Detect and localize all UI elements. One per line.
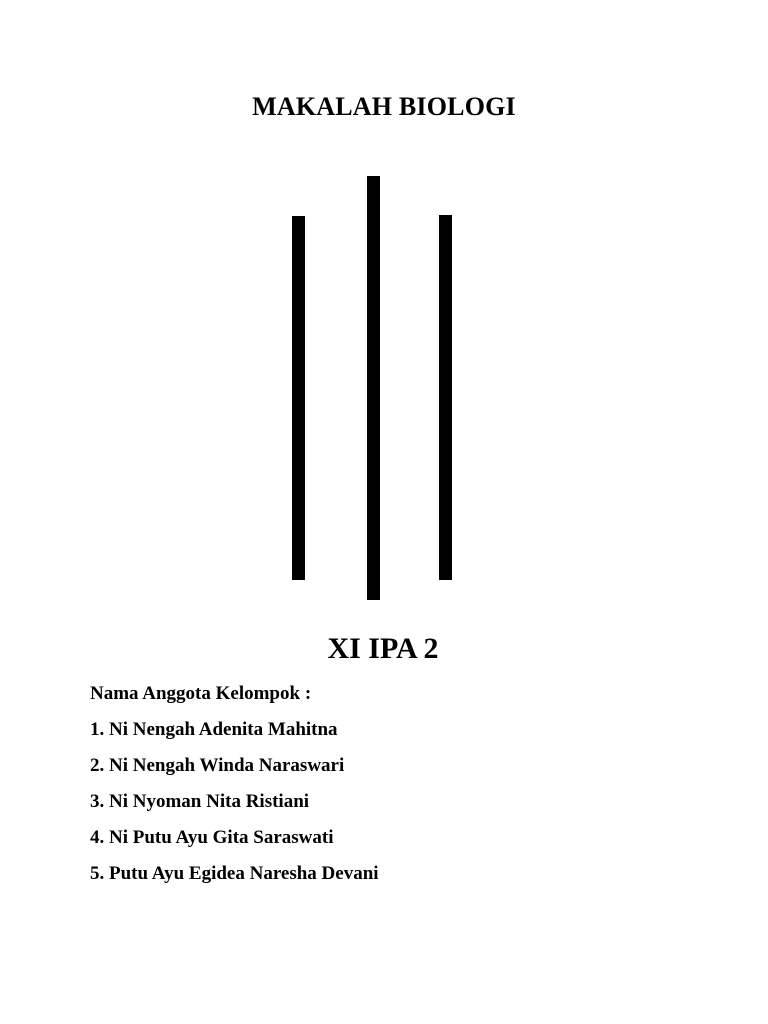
member-item: 4. Ni Putu Ayu Gita Saraswati <box>90 827 334 848</box>
vertical-bar-left <box>292 216 305 580</box>
document-title: MAKALAH BIOLOGI <box>252 92 516 121</box>
member-item: 5. Putu Ayu Egidea Naresha Devani <box>90 863 379 884</box>
member-list <box>90 717 379 897</box>
member-item: 3. Ni Nyoman Nita Ristiani <box>90 791 310 812</box>
members-heading: Nama Anggota Kelompok : <box>90 683 312 704</box>
vertical-bar-right <box>439 215 452 580</box>
member-item: 2. Ni Nengah Winda Naraswari <box>90 755 345 776</box>
class-label: XI IPA 2 <box>327 632 439 665</box>
group-members-section <box>90 681 379 897</box>
vertical-bar-center <box>367 176 380 600</box>
member-item: 1. Ni Nengah Adenita Mahitna <box>90 719 338 740</box>
